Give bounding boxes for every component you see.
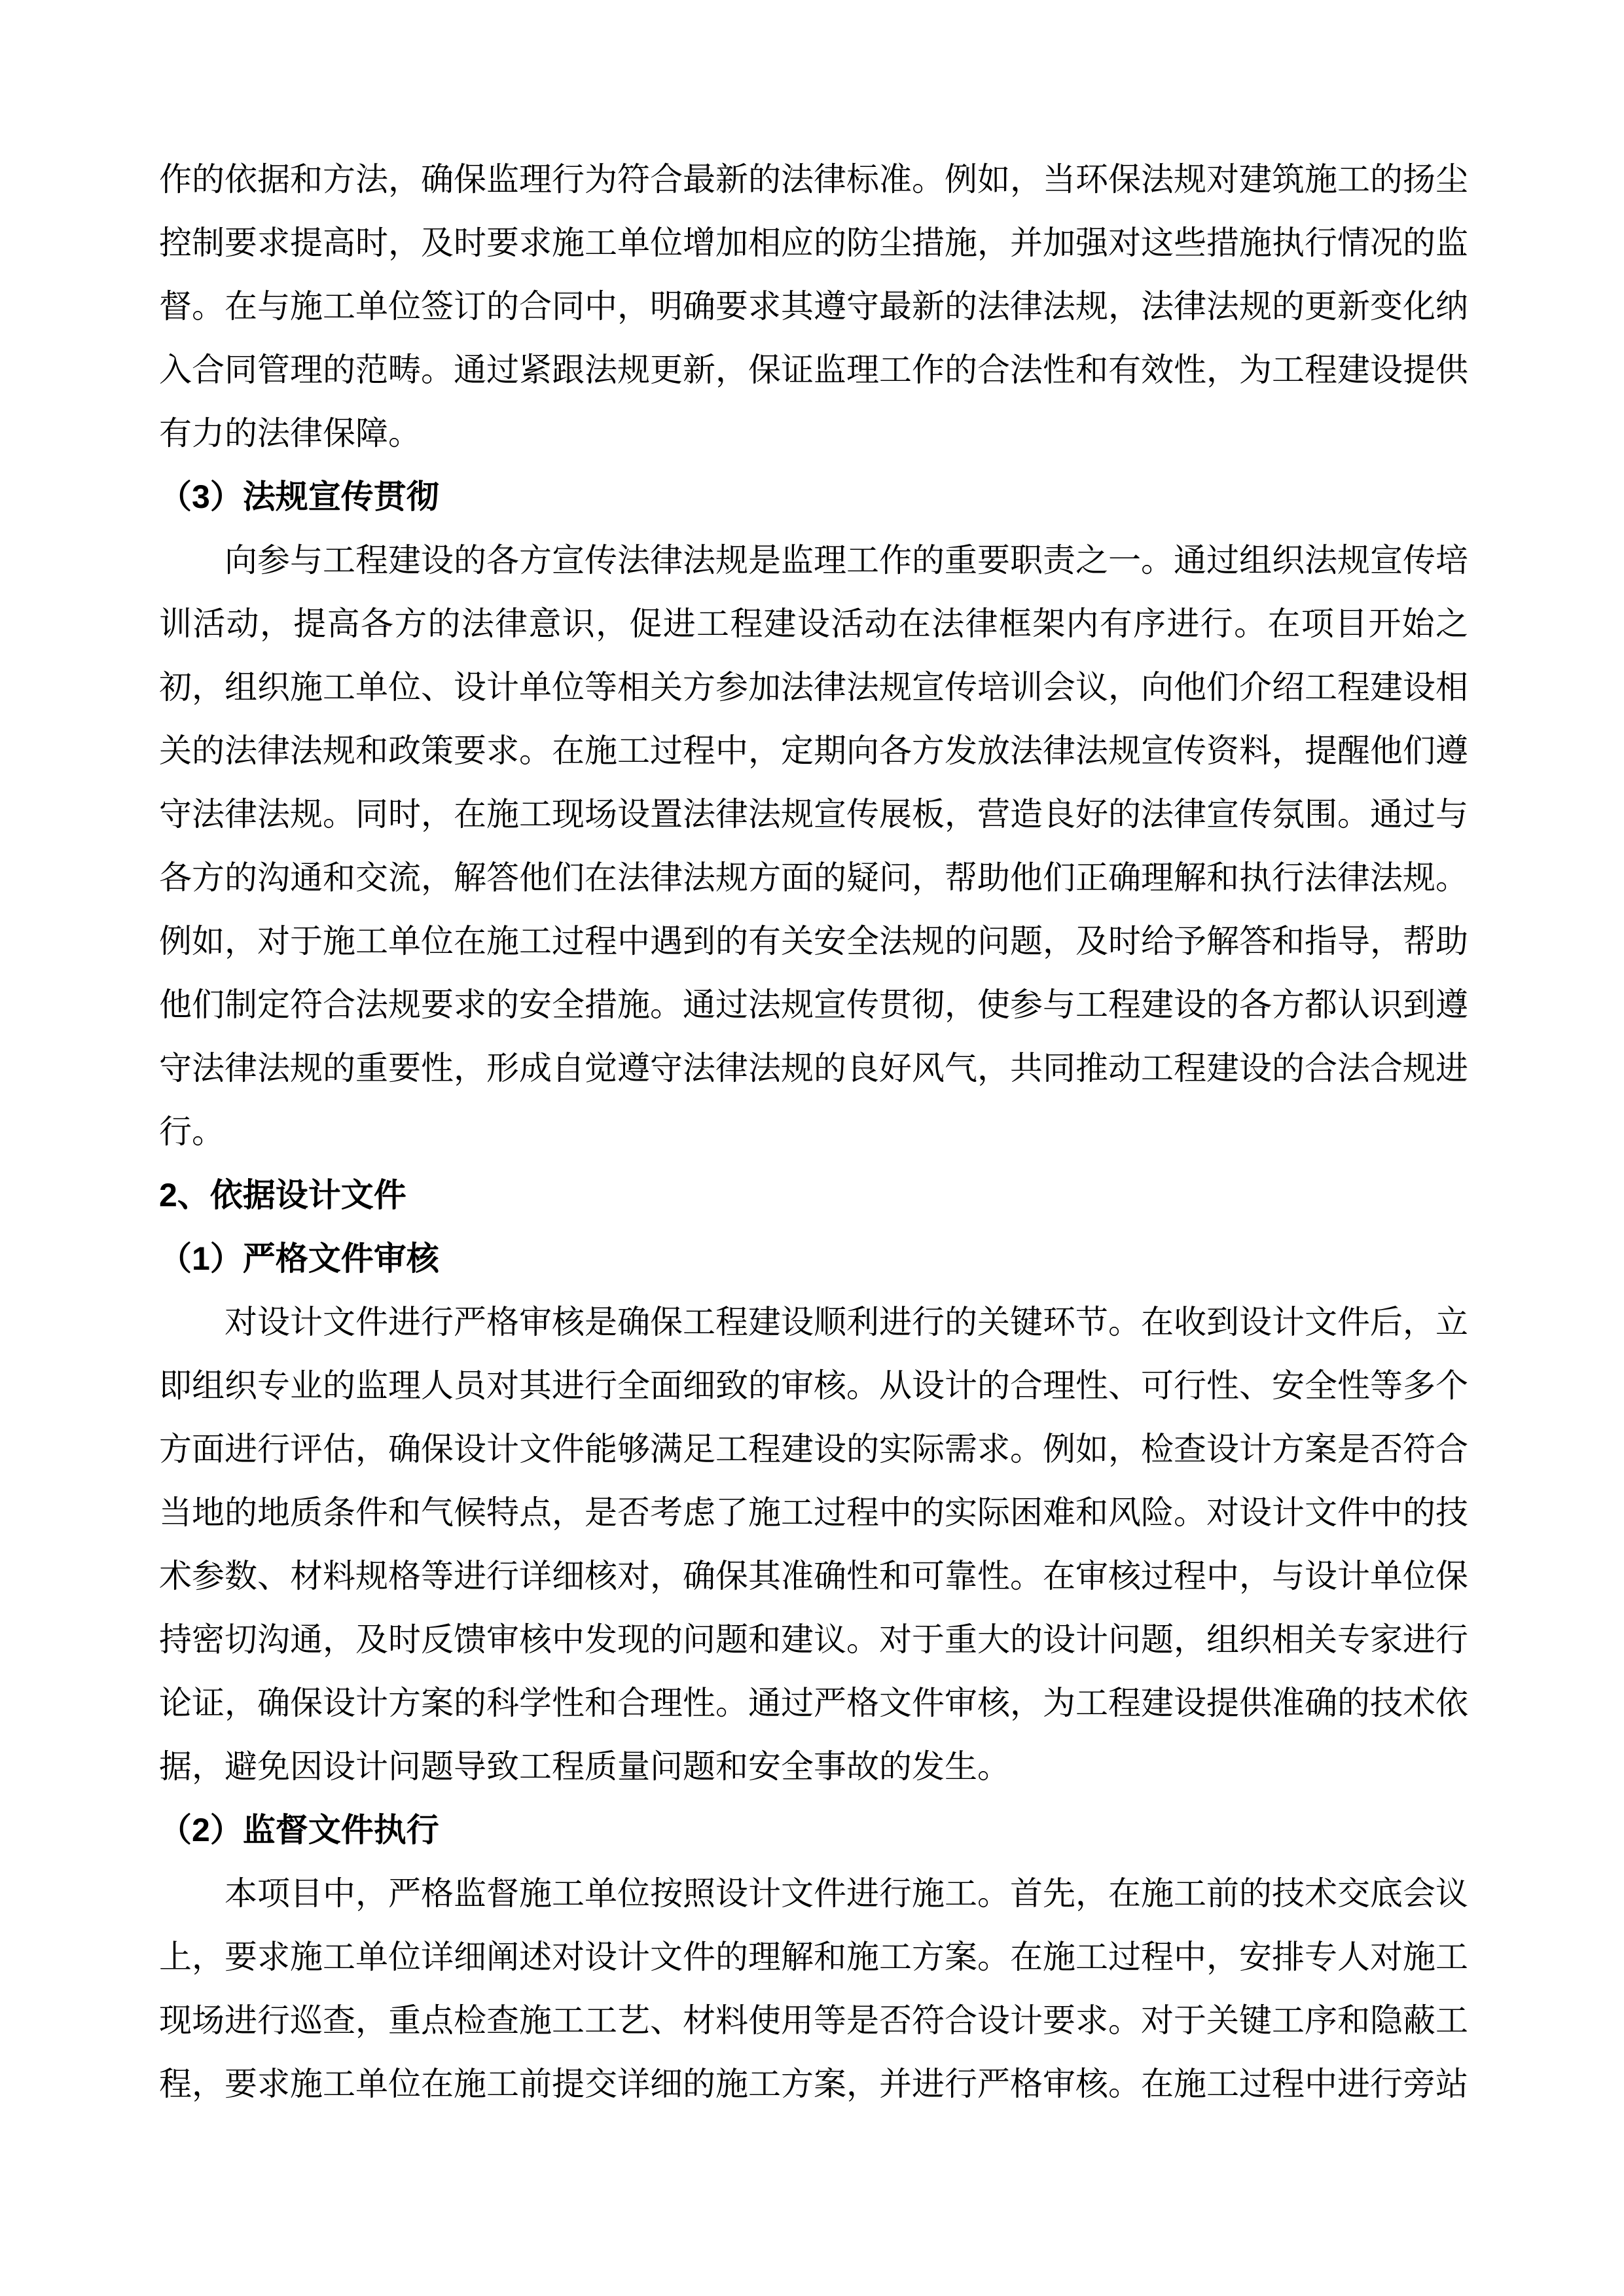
paragraph-regulation-promotion: 向参与工程建设的各方宣传法律法规是监理工作的重要职责之一。通过组织法规宣传培训活动，提高各方的法律意识，促进工程建设活动在法律框架内有序进行。在项目开始之初，组织施工单位、设计单位等相关方参加法律法规宣传培训会议，向他们介绍工程建设相关的法律法规和政策要求。在施工过程中，定期向各方发放法律法规宣传资料，提醒他们遵守法律法规。同时，在施工现场设置法律法规宣传展板，营造良好的法律宣传氛围。通过与各方的沟通和交流，解答他们在法律法规方面的疑问，帮助他们正确理解和执行法律法规。例如，对于施工单位在施工过程中遇到的有关安全法规的问题，及时给予解答和指导，帮助他们制定符合法规要求的安全措施。通过法规宣传贯彻，使参与工程建设的各方都认识到遵守法律法规的重要性，形成自觉遵守法律法规的良好风气，共同推动工程建设的合法合规进行。 [159, 542, 1468, 1150]
paragraph-supervise-document-execution: 本项目中，严格监督施工单位按照设计文件进行施工。首先，在施工前的技术交底会议上，要求施工单位详细阐述对设计文件的理解和施工方案。在施工过程中，安排专人对施工现场进行巡查，重点检查施工工艺、材料使用等是否符合设计要求。对于关键工序和隐蔽工程，要求施工单位在施工前提交详细的施工方案，并进行严格审核。在施工过程中进行旁站 [159, 1875, 1468, 2102]
heading-supervise-document-execution: （2）监督文件执行 [159, 1812, 439, 1848]
heading-design-documents: 2、依据设计文件 [159, 1177, 406, 1213]
heading-strict-document-review: （1）严格文件审核 [159, 1240, 439, 1277]
heading-regulation-promotion: （3）法规宣传贯彻 [159, 478, 439, 515]
continued-paragraph-legal-compliance: 作的依据和方法，确保监理行为符合最新的法律标准。例如，当环保法规对建筑施工的扬尘控制要求提高时，及时要求施工单位增加相应的防尘措施，并加强对这些措施执行情况的监督。在与施工单位签订的合同中，明确要求其遵守最新的法律法规，法律法规的更新变化纳入合同管理的范畴。通过紧跟法规更新，保证监理工作的合法性和有效性，为工程建设提供有力的法律保障。 [159, 161, 1468, 452]
document-content [159, 148, 1468, 2116]
paragraph-strict-document-review: 对设计文件进行严格审核是确保工程建设顺利进行的关键环节。在收到设计文件后，立即组织专业的监理人员对其进行全面细致的审核。从设计的合理性、可行性、安全性等多个方面进行评估，确保设计文件能够满足工程建设的实际需求。例如，检查设计方案是否符合当地的地质条件和气候特点，是否考虑了施工过程中的实际困难和风险。对设计文件中的技术参数、材料规格等进行详细核对，确保其准确性和可靠性。在审核过程中，与设计单位保持密切沟通，及时反馈审核中发现的问题和建议。对于重大的设计问题，组织相关专家进行论证，确保设计方案的科学性和合理性。通过严格文件审核，为工程建设提供准确的技术依据，避免因设计问题导致工程质量问题和安全事故的发生。 [159, 1304, 1468, 1785]
